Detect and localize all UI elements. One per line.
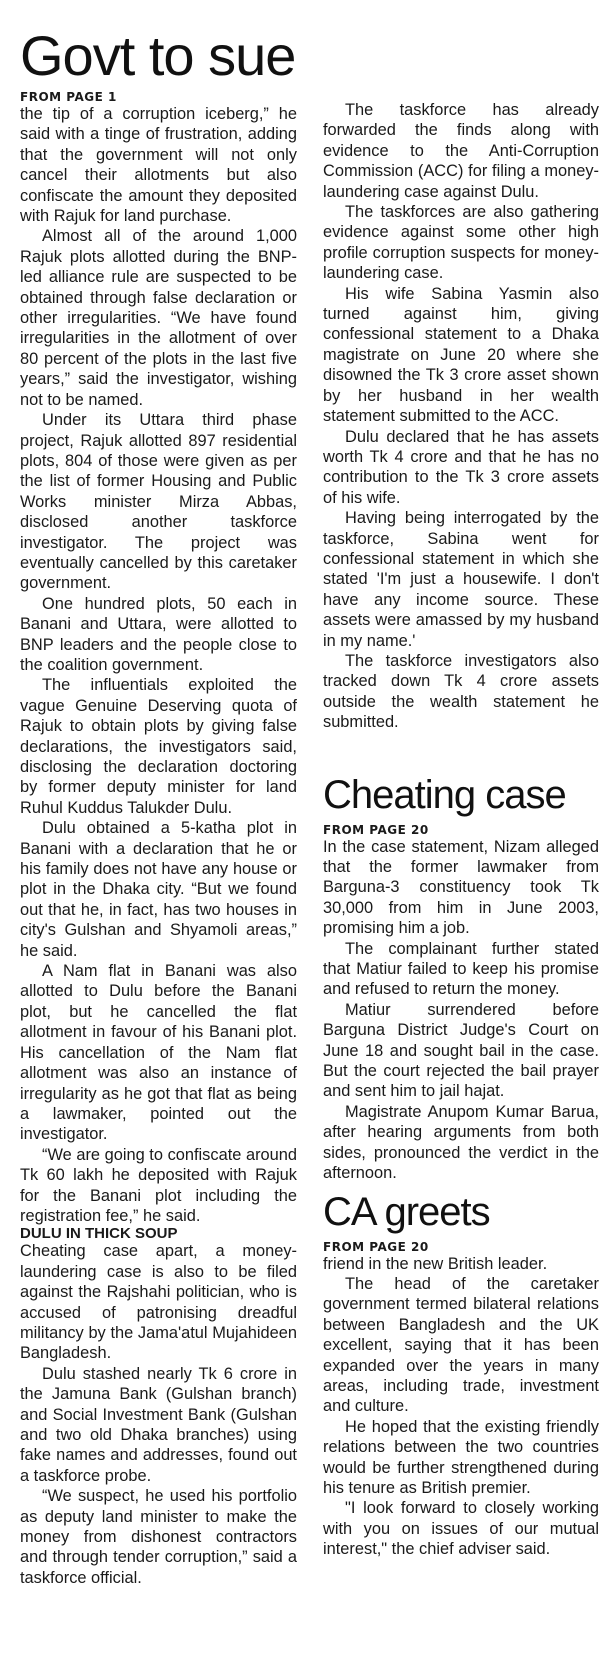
main-paragraph: Under its Uttara third phase project, Rajuk allotted 897 residential plots, 804 of those were given as per the list of former Housing and Public Works minister Mirza Abbas, disclosed another taskforce investigator. The project was eventually cancelled by this caretaker government.: [20, 411, 297, 593]
main-paragraph: Dulu obtained a 5-katha plot in Banani with a declaration that he or his family does not have any house or plot in the Dhaka city. “But we found out that he, in fact, has two houses in city's Gulshan and Shyamoli areas,” he said.: [20, 819, 297, 960]
ca-paragraph: "I look forward to closely working with you on issues of our mutual interest," the chief adviser said.: [323, 1499, 599, 1559]
main-paragraph: One hundred plots, 50 each in Banani and Uttara, were allotted to BNP leaders and the people close to the coalition government.: [20, 594, 297, 674]
main-continued-paragraph: The taskforces are also gathering evidence against some other high profile corruption suspects for money-laundering case.: [323, 203, 599, 283]
cheating-paragraph: Matiur surrendered before Barguna District Judge's Court on June 18 and sought bail in the case. But the court rejected the bail prayer and sent him to jail hajat.: [323, 1000, 599, 1101]
ca-headline: CA greets: [323, 1189, 490, 1234]
main-headline: Govt to sue: [20, 24, 296, 87]
main-continued-paragraph: The taskforce investigators also tracked down Tk 4 crore assets outside the wealth statement he submitted.: [323, 651, 599, 732]
main-paragraph: the tip of a corruption iceberg,” he said with a tinge of frustration, adding that the government will not only cancel their allotments but also confiscate the amount they deposited with Rajuk for land purchase.: [20, 105, 297, 226]
main-subhead: DULU IN THICK SOUP: [20, 1225, 178, 1243]
main-continued-paragraph: The taskforce has already forwarded the finds along with evidence to the Anti-Corruption Commission (ACC) for filing a money-laundering case against Dulu.: [323, 101, 599, 201]
cheating-paragraph: In the case statement, Nizam alleged that the former lawmaker from Barguna-3 constituency took Tk 30,000 from him in June 2003, promising him a job.: [323, 837, 599, 938]
main-paragraph: Dulu stashed nearly Tk 6 crore in the Jamuna Bank (Gulshan branch) and Social Investment Bank (Gulshan and two old Dhaka branches) using fake names and addresses, found out a taskforce probe.: [20, 1364, 297, 1485]
cheating-headline: Cheating case: [323, 772, 566, 817]
ca-jump-line: FROM PAGE 20: [323, 1239, 429, 1254]
ca-paragraph: He hoped that the existing friendly relations between the two countries would be further strengthened during his tenure as British premier.: [323, 1417, 599, 1497]
left-column: [20, 0, 297, 1588]
main-paragraph: “We are going to confiscate around Tk 60 lakh he deposited with Rajuk for the Banani plot including the registration fee,” he said.: [20, 1145, 297, 1225]
main-paragraph: “We suspect, he used his portfolio as deputy land minister to make the money from dishonest contractors and through tender corruption,” said a taskforce official.: [20, 1487, 297, 1587]
ca-paragraph: friend in the new British leader.: [323, 1254, 548, 1273]
cheating-paragraph: Magistrate Anupom Kumar Barua, after hearing arguments from both sides, pronounced the verdict in the afternoon.: [323, 1102, 599, 1183]
ca-paragraph: The head of the caretaker government termed bilateral relations between Bangladesh and the UK excellent, saying that it has been expanded over the years in many areas, including trade, investment and culture.: [323, 1274, 599, 1416]
cheating-jump-line: FROM PAGE 20: [323, 822, 429, 837]
main-continued-paragraph: Dulu declared that he has assets worth Tk 4 crore and that he has no contribution to the Tk 3 crore assets of his wife.: [323, 427, 599, 507]
main-continued-paragraph: Having being interrogated by the taskforce, Sabina went for confessional statement in which she stated 'I'm just a housewife. I don't have any income source. These assets were amassed by my husband in my name.': [323, 509, 599, 650]
main-paragraph: The influentials exploited the vague Genuine Deserving quota of Rajuk to obtain plots by giving false declarations, the investigators said, disclosing the declaration doctoring by former deputy minister for land Ruhul Kuddus Talukder Dulu.: [20, 676, 297, 817]
main-paragraph: A Nam flat in Banani was also allotted to Dulu before the Banani plot, but he cancelled the flat allotment in favour of his Banani plot. His cancellation of the Nam flat allotment was also an instance of irregularity as he got that flat as being a lawmaker, pointed out the investigator.: [20, 962, 297, 1144]
main-continued-paragraph: His wife Sabina Yasmin also turned against him, giving confessional statement to a Dhaka magistrate on June 20 where she disowned the Tk 3 crore asset shown by her husband in her wealth statement submitted to the ACC.: [323, 284, 599, 426]
main-paragraph: Cheating case apart, a money-laundering case is also to be filed against the Rajshahi politician, who is accused of patronising dreadful militancy by the Jama'atul Mujahideen Bangladesh.: [20, 1242, 297, 1363]
main-jump-line: FROM PAGE 1: [20, 90, 117, 104]
cheating-paragraph: The complainant further stated that Matiur failed to keep his promise and refused to return the money.: [323, 939, 599, 999]
right-column: [323, 0, 599, 1560]
main-paragraph: Almost all of the around 1,000 Rajuk plots allotted during the BNP-led alliance rule are suspected to be obtained through false declaration or other irregularities. “We have found irregularities in the allotment of over 80 percent of the plots in the last five years,” said the investigator, wishing not to be named.: [20, 227, 297, 409]
